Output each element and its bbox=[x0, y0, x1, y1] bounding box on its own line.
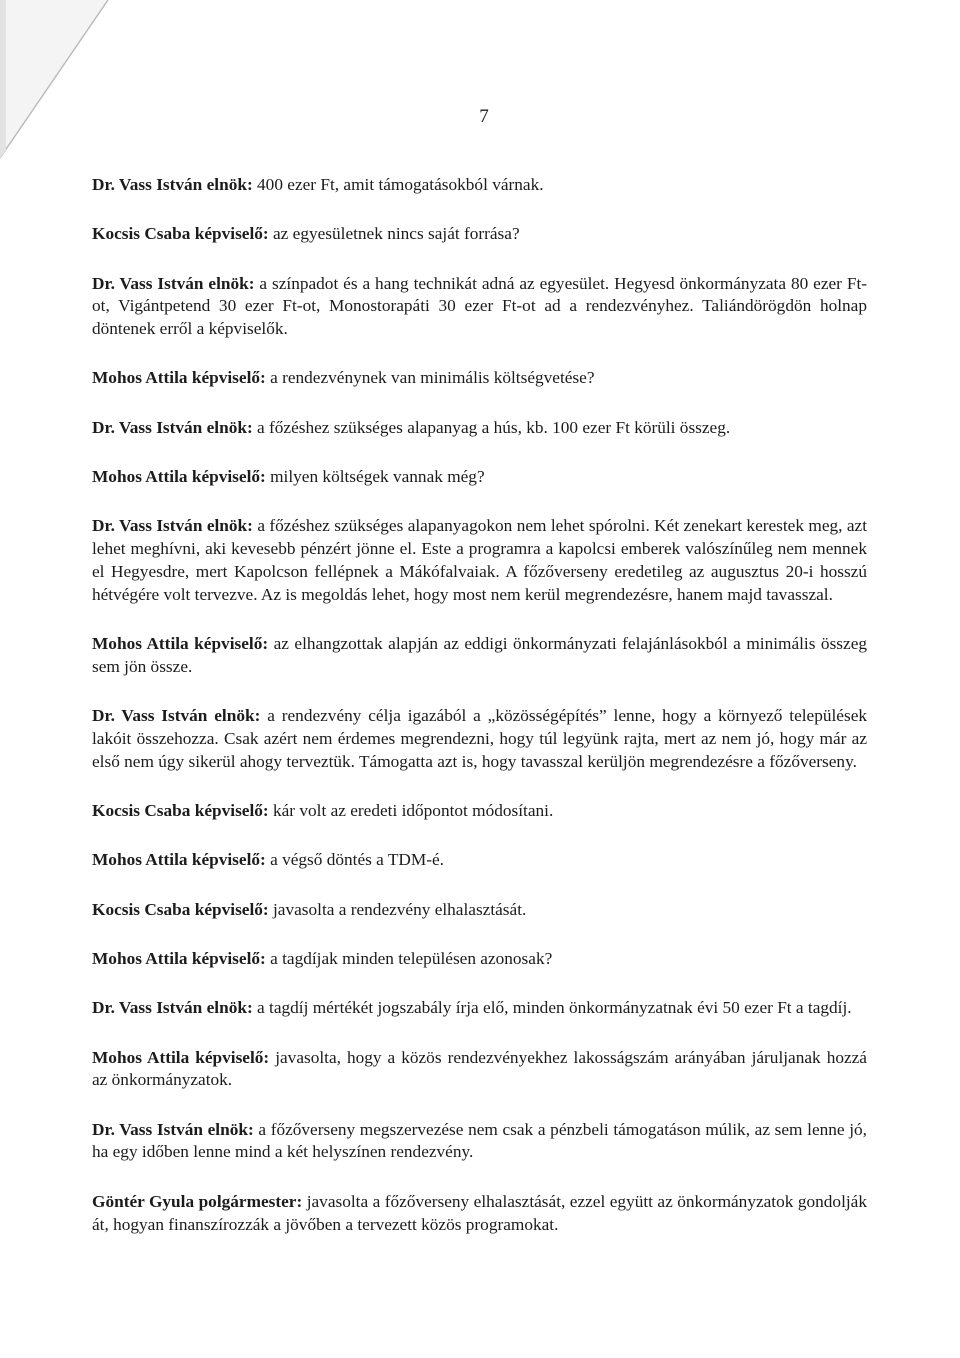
speaker-name: Göntér Gyula polgármester: bbox=[92, 1191, 303, 1211]
minutes-paragraph bbox=[92, 273, 867, 341]
statement-text: a rendezvény célja igazából a „közösségépítés” lenne, hogy a környező települések lakóit összehozza. Csak azért nem érdemes megrendezni, hogy túl legyünk rajta, mert az nem jó, hogy már az első nem úgy sikerül ahogy terveztük. Támogatta azt is, hogy tavasszal kerüljön megrendezésre a főzőverseny. bbox=[92, 706, 868, 771]
speaker-name: Dr. Vass István elnök: bbox=[92, 1119, 254, 1139]
minutes-paragraph bbox=[92, 223, 867, 246]
minutes-body bbox=[92, 174, 867, 1236]
statement-text: javasolta, hogy a közös rendezvényekhez lakosságszám arányában járuljanak hozzá az önkormányzatok. bbox=[92, 1047, 867, 1090]
statement-text: kár volt az eredeti időpontot módosítani. bbox=[273, 801, 554, 821]
minutes-paragraph bbox=[92, 899, 867, 922]
minutes-paragraph bbox=[92, 800, 867, 823]
speaker-name: Kocsis Csaba képviselő: bbox=[92, 899, 269, 919]
statement-text: a rendezvénynek van minimális költségvetése? bbox=[270, 368, 595, 388]
statement-text: az egyesületnek nincs saját forrása? bbox=[273, 224, 520, 244]
minutes-paragraph bbox=[92, 849, 867, 872]
scanned-page-corner-fold bbox=[0, 0, 130, 160]
minutes-paragraph bbox=[92, 174, 867, 197]
minutes-paragraph bbox=[92, 1047, 867, 1093]
statement-text: 400 ezer Ft, amit támogatásokból várnak. bbox=[257, 175, 544, 194]
statement-text: a színpadot és a hang technikát adná az egyesület. Hegyesd önkormányzata 80 ezer Ft-ot, Vigántpetend 30 ezer Ft-ot, Monostorapáti 30 ezer Ft-ot ad a rendezvényhez. Taliándörögdön holnap döntenek erről a képviselők. bbox=[92, 273, 867, 339]
speaker-name: Dr. Vass István elnök: bbox=[92, 417, 253, 437]
statement-text: a végső döntés a TDM-é. bbox=[270, 850, 445, 870]
minutes-paragraph bbox=[92, 948, 867, 971]
minutes-paragraph bbox=[92, 633, 867, 679]
minutes-paragraph bbox=[92, 466, 867, 489]
speaker-name: Mohos Attila képviselő: bbox=[92, 1047, 270, 1067]
speaker-name: Mohos Attila képviselő: bbox=[92, 850, 266, 870]
speaker-name: Dr. Vass István elnök: bbox=[92, 706, 261, 726]
speaker-name: Mohos Attila képviselő: bbox=[92, 368, 266, 388]
speaker-name: Mohos Attila képviselő: bbox=[92, 948, 266, 968]
statement-text: a főzőverseny megszervezése nem csak a pénzbeli támogatáson múlik, az sem lenne jó, ha egy időben lenne mind a két helyszínen rendezvény. bbox=[92, 1119, 867, 1162]
minutes-paragraph bbox=[92, 1119, 867, 1165]
speaker-name: Dr. Vass István elnök: bbox=[92, 273, 255, 293]
minutes-paragraph bbox=[92, 705, 867, 773]
speaker-name: Dr. Vass István elnök: bbox=[92, 516, 253, 536]
statement-text: a tagdíjak minden településen azonosak? bbox=[270, 948, 553, 968]
statement-text: a tagdíj mértékét jogszabály írja elő, minden önkormányzatnak évi 50 ezer Ft a tagdíj. bbox=[257, 998, 852, 1018]
statement-text: az elhangzottak alapján az eddigi önkormányzati felajánlásokból a minimális összeg sem jön össze. bbox=[92, 634, 868, 676]
statement-text: javasolta a rendezvény elhalasztását. bbox=[273, 899, 527, 919]
speaker-name: Dr. Vass István elnök: bbox=[92, 998, 253, 1018]
minutes-paragraph bbox=[92, 367, 867, 390]
speaker-name: Mohos Attila képviselő: bbox=[92, 634, 269, 654]
speaker-name: Kocsis Csaba képviselő: bbox=[92, 224, 269, 244]
minutes-paragraph bbox=[92, 1191, 867, 1237]
statement-text: a főzéshez szükséges alapanyag a hús, kb. 100 ezer Ft körüli összeg. bbox=[257, 417, 731, 437]
minutes-paragraph bbox=[92, 515, 867, 606]
statement-text: milyen költségek vannak még? bbox=[270, 467, 485, 487]
speaker-name: Dr. Vass István elnök: bbox=[92, 175, 253, 194]
statement-text: javasolta a főzőverseny elhalasztását, ezzel együtt az önkormányzatok gondolják át, hogyan finanszírozzák a jövőben a tervezett közös programokat. bbox=[92, 1191, 867, 1234]
speaker-name: Kocsis Csaba képviselő: bbox=[92, 801, 269, 821]
statement-text: a főzéshez szükséges alapanyagokon nem lehet spórolni. Két zenekart kerestek meg, azt lehet meghívni, aki kevesebb pénzért jönne el. Este a programra a kapolcsi emberek valószínűleg nem mennek el Hegyesdre, mert Kapolcson fellépnek a Mákófalvaiak. A főzőverseny eredetileg az augusztus 20-i hosszú hétvégére volt tervezve. Az is megoldás lehet, hogy most nem kerül megrendezésre, hanem majd tavasszal. bbox=[92, 516, 867, 604]
minutes-paragraph bbox=[92, 997, 867, 1020]
speaker-name: Mohos Attila képviselő: bbox=[92, 467, 266, 487]
minutes-paragraph bbox=[92, 417, 867, 440]
page-number: 7 bbox=[479, 106, 489, 127]
